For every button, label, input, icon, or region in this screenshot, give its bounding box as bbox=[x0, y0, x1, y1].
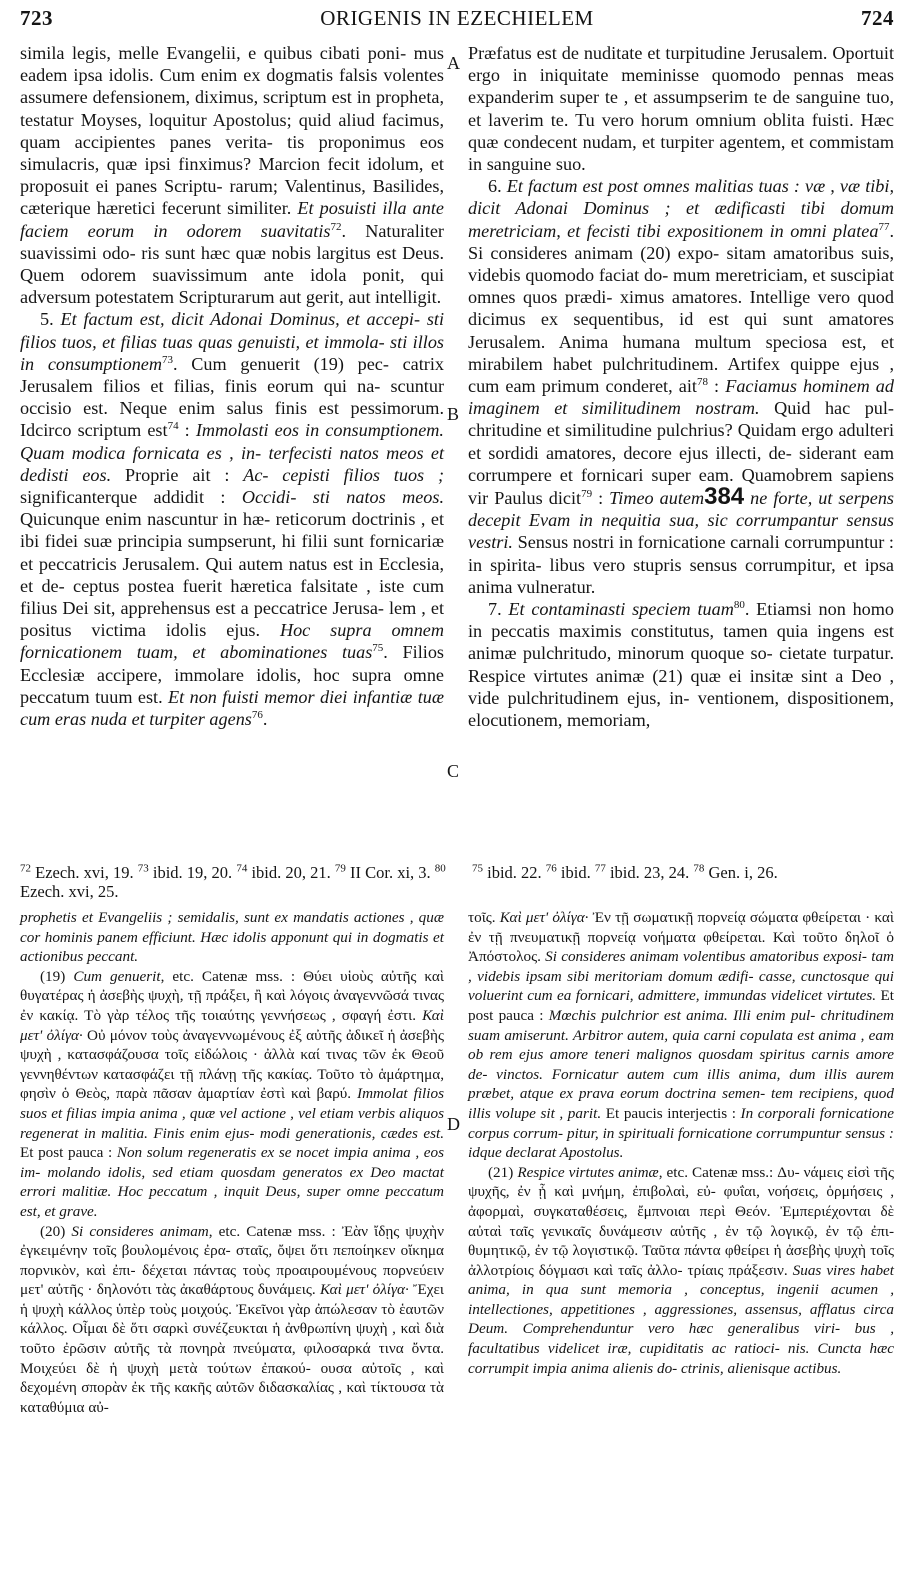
paragraph bbox=[468, 175, 894, 598]
text-run: : bbox=[592, 488, 610, 509]
text-run: Ἔχει ἡ ψυχὴ κάλλος ὑπὲρ τοὺς μοιχούς. Ἐκεῖνοι γὰρ ἀπώλεσαν τὸ ἑαυτῶν κάλλος. Οἶμαι δὲ ὅτι σαρκὶ συνέζευκται ἡ ἀνθρωπίνη ψυχὴ , καὶ διὰ τοῦτο ἐρῶσιν αὐτῆς τὰ πονηρὰ πνεύματα, φιλοσαρκά τινα ὄντα. Μοιχεύει δὲ ἡ ψυχὴ μετὰ τούτων ἐπακού- ουσα αὐτοῖς , καὶ δεχομένη σπορὰν ἐκ τῆς κακῆς αὐτῶν διδασκαλίας , καὶ τίκτουσα τὰ καταθύμια αὐ- bbox=[20, 1281, 444, 1416]
italic-text: Faciamus hominem ad imaginem et similitudinem nostram. bbox=[468, 376, 894, 419]
text-run: Præfatus est de nuditate et turpitudine Jerusalem. Oportuit ergo in iniquitate meminisse quomodo pennas meas expanderim super te , et assumpserim te de sanguine tuo, et laverim te. Tu vero horum omnium oblita fuisti. Hæc quæ condecent nudam, et turpiter agentem, et commistam in sanguine suo. bbox=[468, 43, 894, 175]
text-run: Quid hac pul- chritudine et similitudine pulchrius? Quidam ergo adulteri et sordidi amatores, decore ejus illecti, de- siderant eam corrumpere et fornicari super eam. Quamobrem sapiens vir Paulus dicit bbox=[468, 398, 894, 509]
footnote bbox=[595, 863, 694, 882]
footnote-mark: 72 bbox=[20, 862, 31, 875]
running-title: ORIGENIS IN EZECHIELEM bbox=[320, 6, 594, 30]
italic-text: Cum genuerit bbox=[73, 967, 161, 985]
margin-letter-c: C bbox=[447, 761, 460, 781]
italic-text: Suas vires habet anima, in qua sunt memoria , conceptus, ingenii acumen , intellectiones, appetitiones , aggressiones, assensus, afflatus circa Deum. Comprehenduntur vero hæc generalibus viri- bus , facultatibus videlicet iræ, cupiditatis ac ratioci- nis. Cuncta hæc corrumpit impia anima alienis do- ctrinis, alienisque actibus. bbox=[468, 1261, 894, 1377]
footnote-reference: II Cor. xi, 3. bbox=[345, 863, 435, 882]
footnote-reference: Gen. i, 26. bbox=[704, 863, 778, 882]
paragraph bbox=[20, 1222, 444, 1418]
italic-text: Et contaminasti speciem tuam bbox=[508, 599, 734, 620]
italic-text: Καὶ μετ' ὀλίγα· bbox=[20, 1006, 444, 1044]
italic-text: prophetis et Evangeliis ; semidalis, sunt ex mandatis actiones , quæ cor hominis panem efficiunt. Hæc idolis apponunt qui in dogmatis et actionibus peccant. bbox=[20, 909, 444, 966]
text-run: significanterque addidit : bbox=[20, 487, 242, 508]
footnote-marker: 80 bbox=[733, 599, 745, 612]
editor-notes-left-column bbox=[20, 908, 444, 1417]
paragraph bbox=[468, 598, 894, 731]
right-page-number: 724 bbox=[861, 6, 894, 30]
paragraph bbox=[20, 308, 444, 730]
main-text-right-column bbox=[468, 42, 894, 731]
footnote-marker: 73 bbox=[162, 353, 174, 366]
text-run: . Si consideres animam (20) expo- sitam amatoribus suis, videbis quomodo faciat do- mum meretriciam, et suscipiat omnes quos prædi- ximus amatores. Intellige vero quod dicimus ex sequentibus, id est qui sunt amatores Jerusalem. Anima humana multum speciosa est, et mirabilem habet pulchritudinem. Artifex quippe ejus , cum eam primum conderet, ait bbox=[468, 220, 894, 397]
italic-text: ne forte, ut serpens decepit Evam in nequitia sua, sic corrumpantur sensus vestri. bbox=[468, 488, 894, 553]
footnote bbox=[20, 863, 138, 882]
text-run: : bbox=[707, 376, 726, 397]
text-run: , etc. Catenæ mss. : Ἐὰν ἴδῃς ψυχὴν ἐγκειμένην τοῖς βουλομένοις ἐρα- σταῖς, ὄψει ὅτι πεποίηκεν οἴκημα πορνικὸν, καὶ ἐπι- δέχεται πάντας τοὺς προαιρουμένους πορνεύειν μετ' αὐτῆς · δηλονότι τὰς ἀκαθάρτους δυνάμεις. bbox=[20, 1222, 444, 1299]
italic-text: Et posuisti illa ante faciem eorum in odorem suavitatis bbox=[20, 198, 444, 241]
text-run: (21) bbox=[488, 1163, 518, 1181]
footnote-marker: 79 bbox=[581, 488, 593, 500]
footnote-reference: ibid. bbox=[556, 863, 595, 882]
paragraph bbox=[20, 42, 444, 308]
text-run: 6. bbox=[488, 176, 507, 197]
footnote-marker: 78 bbox=[696, 375, 708, 388]
text-run: . Cum genuerit (19) pec- catrix Jerusalem filios et filias, finis eorum qui na- scuntur occisio est. Neque enim salus finis est pessimorum. Idcirco scriptum est bbox=[20, 353, 444, 441]
text-run: Οὐ μόνον τοὺς ἀναγεννωμένους ἐξ αὐτῆς ἀδικεῖ ἡ ἀσεβὴς ψυχὴ , κατασφάζουσα τοῖς εἰδώλοις · ἀλλὰ καί τινας τῶν ἐκ Θεοῦ γεννηθέντων κατασφάζει τῇ πλάνῃ τῆς κακίας. Τοῦτο τὸ ἁμάρτημα, φησὶν ὁ Θεὸς, παρὰ πᾶσαν ἁμαρτίαν ἐστὶ καὶ βαρύ. bbox=[20, 1026, 444, 1103]
text-run: . bbox=[262, 709, 268, 730]
paragraph bbox=[20, 908, 444, 967]
footnote-reference: ibid. 23, 24. bbox=[605, 863, 694, 882]
text-run: . Naturaliter suavissimi odo- ris sunt hæc quæ nobis largitus est Deus. Quem odorem suavissimum ante idola ponit, qui adversum potestatem Scripturarum aut gerit, aut intelligit. bbox=[20, 220, 444, 308]
text-run: . Etiamsi non homo in peccatis maximis constitutus, tamen quia ingens est animæ pulchritudo, minorum quoque so- cietate turpatur. Respice virtutes animæ (21) quæ ei insitæ sint a Deo , vide pulchritudinem ejus, in- ventionem, dispositionem, elocutionem, memoriam, bbox=[468, 599, 894, 731]
text-run: Et paucis interjectis : bbox=[601, 1104, 741, 1122]
editor-notes-right-column bbox=[468, 908, 894, 1378]
footnote bbox=[546, 863, 595, 882]
column-number: 384 bbox=[704, 483, 745, 511]
footnote bbox=[335, 863, 435, 882]
text-run: , etc. Catenæ mss. : Θύει υἱοὺς αὐτῆς καὶ θυγατέρας ἡ ἀσεβὴς ψυχὴ, τῇ πράξει, ἢ καὶ λόγοις ἀναγεννῶσά τινας ἐν κακίᾳ. Τὸ γὰρ τέλος τῆς τοιαύτης γεννήσεως , σφαγή ἐστι. bbox=[20, 967, 444, 1024]
text-run: Ἐν τῇ σωματικῇ πορνείᾳ σώματα φθείρεται · καὶ ἐν τῇ πνευματικῇ πορνείᾳ νοήματα φθείρεται. Καὶ τοῦτο δηλοῖ ὁ Ἀπόστολος. bbox=[468, 909, 894, 966]
italic-text: Καὶ μετ' ὀλίγα· bbox=[319, 1281, 409, 1299]
italic-text: In corporali fornicatione corpus corrum- pitur, in spirituali fornicatione corrumpuntur sensus : idque declarat Apostolus. bbox=[468, 1104, 894, 1162]
text-run: (20) bbox=[40, 1222, 72, 1240]
paragraph bbox=[468, 42, 894, 175]
footnote-mark: 73 bbox=[137, 862, 149, 875]
margin-letter-d: D bbox=[447, 1114, 460, 1134]
text-run: Proprie ait : bbox=[111, 464, 244, 485]
footnote-marker: 72 bbox=[330, 220, 342, 233]
text-run: (19) bbox=[40, 967, 74, 985]
italic-text: Occidi- sti natos meos. bbox=[241, 487, 445, 508]
footnote-mark: 77 bbox=[594, 862, 606, 875]
italic-text: Καὶ μετ' ὀλίγα· bbox=[499, 909, 589, 926]
footnote-reference: ibid. 22. bbox=[483, 863, 546, 882]
footnote bbox=[236, 863, 335, 882]
text-run: Et post pauca : bbox=[20, 1144, 117, 1162]
footnotes-left bbox=[20, 863, 460, 901]
italic-text: Immolat filios suos et filias impia anima , quæ vel actione , vel etiam verbis aliquos regenerat in malitia. Finis enim ejus- modi generationis, cædes est. bbox=[20, 1085, 444, 1142]
italic-text: Non solum regeneratis ex se nocet impia anima , eos im- molando idolis, sed etiam quosdam generatos ex Deo mactat errori malitiæ. Hoc peccatum , inquit Deus, super omne peccatum est, et grave. bbox=[20, 1144, 445, 1220]
footnote-mark: 78 bbox=[693, 862, 705, 875]
italic-text: Si consideres animam volentibus amatoribus exposi- tam , videbis ipsam sibi meritoriam domum ædifi- casse, cunctosque qui voluerint cum ea fornicari, admittere, immundas videlicet virtutes. bbox=[468, 948, 895, 1005]
running-header bbox=[20, 6, 894, 36]
text-run: : bbox=[178, 420, 196, 441]
footnotes-right bbox=[472, 863, 894, 882]
footnote-mark: 76 bbox=[545, 862, 557, 875]
text-run: simila legis, melle Evangelii, e quibus cibati poni- mus eadem ipsa idolis. Cum enim ex dogmatis falsis volentes assumere defensionem, diximus, scriptum est in propheta, testatur Moyses, loquitur Apostolus; quid aliud facimus, quam accipientes panes verita- tis proponimus eos simulacris, quæ ipsi finximus? Marcion fecit idolum, et proposuit ei panes Scriptu- rarum; Valentinus, Basilides, cæterique hæretici fecerunt similiter. bbox=[20, 43, 444, 219]
paragraph bbox=[468, 1163, 894, 1379]
footnote bbox=[693, 863, 777, 882]
margin-letter-a: A bbox=[447, 53, 460, 73]
text-run: 5. bbox=[40, 309, 61, 330]
footnote-marker: 74 bbox=[167, 420, 179, 433]
text-run: Sensus nostri in fornicatione carnali corrumpuntur : in spirita- libus vero stupris sensus corrumpitur, et ipsa anima vulneratur. bbox=[468, 532, 894, 597]
footnote-mark: 79 bbox=[334, 862, 346, 875]
italic-text: Si consideres animam bbox=[71, 1222, 209, 1240]
footnote-marker: 76 bbox=[251, 709, 263, 722]
italic-text: Respice virtutes animæ bbox=[517, 1163, 659, 1181]
italic-text: Mœchis pulchrior est anima. Illi enim pul- chritudinem suam amiserunt. Arbitror autem, quia carni copulata est anima , eam ob rem ejus amore teneri malignos quosdam spiritus carnis amore de- vinctos. Fornicatur autem cum illis anima, dum illis aurem præbet, atque ex prava eorum doctrina semen- tem recipiens, quod illis volupe sit , parit. bbox=[468, 1006, 895, 1122]
footnote-marker: 75 bbox=[372, 642, 384, 655]
paragraph bbox=[468, 908, 894, 1163]
footnote-marker: 77 bbox=[878, 220, 890, 233]
main-text-left-column bbox=[20, 42, 444, 730]
footnote bbox=[138, 863, 237, 882]
italic-text: Ac- cepisti filios tuos ; bbox=[243, 464, 444, 485]
footnote-mark: 74 bbox=[236, 862, 248, 875]
text-run: , etc. Catenæ mss.: Δυ- νάμεις εἰσὶ τῆς ψυχῆς, ἐν ᾗ καὶ μνήμη, ἐπιβολαὶ, εὐ- φυΐαι, νοήσεις, ὁρμήσεις , ἀφορμαὶ, συγκαταθέσεις, ἔμπνοιαι περὶ Θεόν. Ἐμπεριέχονται δὲ αὐταὶ ταῖς γενικαῖς δυνάμεσιν αὐτῆς , ἐν τῷ λογικῷ, ἐν τῷ ἐπι- θυμητικῷ, ἐν τῷ λογιστικῷ. Ταῦτα πάντα φθείρει ἡ ἀσεβὴς ψυχὴ τοῖς ἀλλοτρίοις δόγμασι καὶ ταῖς ἀλλο- τρίαις πράξεσιν. bbox=[468, 1163, 894, 1279]
text-run: 7. bbox=[488, 599, 509, 620]
italic-text: Et factum est, dicit Adonai Dominus, et accepi- sti filios tuos, et filias tuas quas genuisti, et immola- sti illos in consumptionem bbox=[20, 309, 445, 374]
footnote bbox=[472, 863, 546, 882]
footnote-reference: Ezech. xvi, 25. bbox=[20, 882, 119, 901]
margin-letter-b: B bbox=[447, 404, 460, 424]
text-run: τοῖς. bbox=[468, 909, 500, 926]
footnote-mark: 75 bbox=[472, 862, 483, 875]
text-run: Quicunque enim nascuntur in hæ- reticorum doctrinis , et ibi fidei suæ principia sumpserunt, hi filii sunt fornicariæ et peccatricis Jerusalem. Qui autem natus est in Ecclesia, et de- ceptus postea fuerit hæretica falsitate , iste cum filius Dei sit, apprehensus est a peccatrice Jerusa- lem , et positus victima idolis ejus. bbox=[20, 509, 444, 641]
left-page-number: 723 bbox=[20, 6, 53, 30]
italic-text: Et factum est post omnes malitias tuas : væ , væ tibi, dicit Adonai Dominus ; et ædificasti tibi domum meretriciam, et fecisti tibi expositionem in omni platea bbox=[468, 176, 895, 241]
italic-text: Immolasti eos in consumptionem. Quam modica fornicata es , in- terfecisti natos meos et dedisti eos. bbox=[20, 420, 444, 485]
footnote-reference: ibid. 20, 21. bbox=[247, 863, 335, 882]
footnote-reference: Ezech. xvi, 19. bbox=[31, 863, 138, 882]
text-run: Et post pauca : bbox=[468, 987, 895, 1024]
italic-text: Et non fuisti memor diei infantiæ tuæ cum eras nuda et turpiter agens bbox=[20, 686, 444, 730]
italic-text: Timeo autem bbox=[609, 488, 705, 509]
italic-text: Hoc supra omnem fornicationem tuam, et abominationes tuas bbox=[20, 620, 444, 663]
footnote-reference: ibid. 19, 20. bbox=[148, 863, 237, 882]
text-run: . Filios Ecclesiæ accipere, immolare idolis, hoc supra omne peccatum tuum est. bbox=[20, 642, 444, 707]
footnote-mark: 80 bbox=[434, 862, 446, 875]
paragraph bbox=[20, 967, 444, 1222]
